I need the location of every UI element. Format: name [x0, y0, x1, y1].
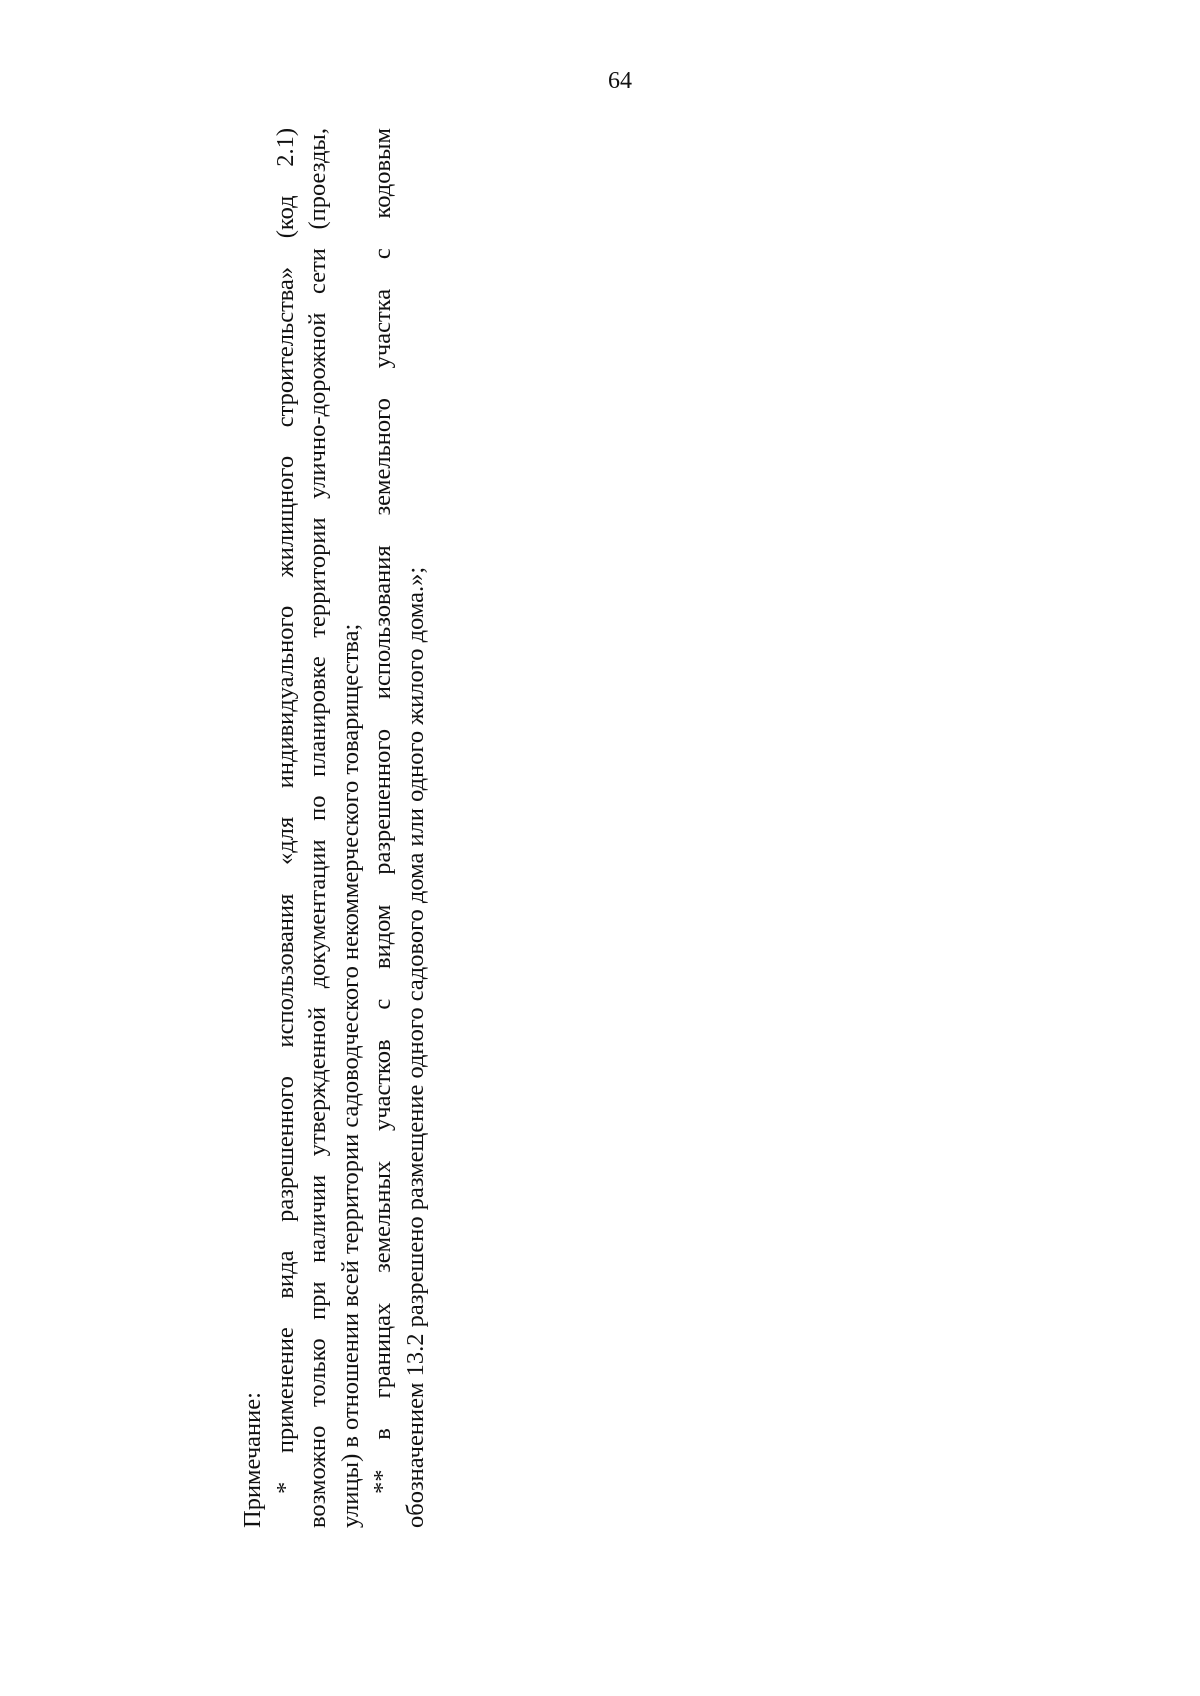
note-title: Примечание:: [239, 1392, 266, 1528]
page-number: 64: [608, 68, 632, 94]
note-line-4: ** в границах земельных участков с видом разрешенного использования земельного участка с кодовым: [369, 128, 396, 1494]
note-line-3: улицы) в отношении всей территории садоводческого некоммерческого товарищества;: [336, 623, 364, 1528]
note-block: [237, 128, 432, 1528]
note-line-1: * применение вида разрешенного использования «для индивидуального жилищного строительства» (код 2.1): [271, 128, 299, 1494]
note-line-5: обозначением 13.2 разрешено размещение одного садового дома или одного жилого дома.»;: [401, 566, 429, 1528]
note-line-2: возможно только при наличии утвержденной документации по планировке территории улично-дорожной сети (проезды,: [304, 128, 331, 1528]
